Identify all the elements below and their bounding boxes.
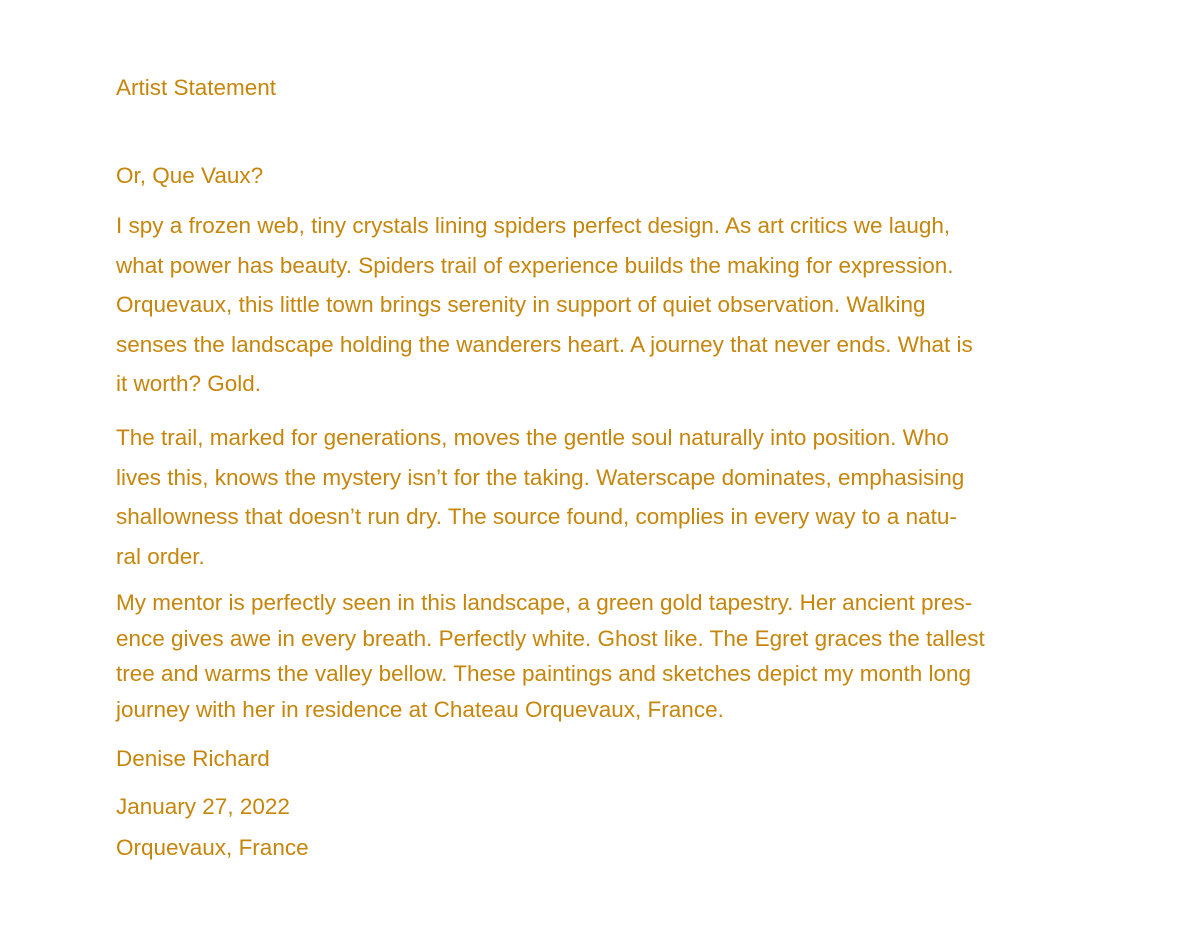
paragraph-line: The trail, marked for generations, moves the gentle soul naturally into position. Who <box>116 424 949 450</box>
document-body <box>116 72 1076 863</box>
paragraph-1 <box>116 206 1076 404</box>
paragraph-line: My mentor is perfectly seen in this landscape, a green gold tapestry. Her ancient pres- <box>116 590 973 616</box>
paragraph-line: journey with her in residence at Chateau Orquevaux, France. <box>116 696 724 722</box>
paragraph-3 <box>116 585 1076 727</box>
paragraph-line: I spy a frozen web, tiny crystals lining spiders perfect design. As art critics we laugh, <box>116 213 951 238</box>
paragraph-line: tree and warms the valley bellow. These paintings and sketches depict my month long <box>116 661 972 687</box>
paragraph-line: lives this, knows the mystery isn’t for the taking. Waterscape dominates, emphasising <box>116 464 965 490</box>
paragraph-line: shallowness that doesn’t run dry. The source found, complies in every way to a natu- <box>116 504 957 530</box>
signature-name: Denise Richard <box>116 746 270 772</box>
paragraph-line: what power has beauty. Spiders trail of experience builds the making for expression. <box>116 252 954 278</box>
paragraph-line: ence gives awe in every breath. Perfectly white. Ghost like. The Egret graces the tallest <box>116 625 985 651</box>
paragraph-line: Orquevaux, this little town brings serenity in support of quiet observation. Walking <box>116 292 926 318</box>
signature-place: Orquevaux, France <box>116 835 309 861</box>
document-subtitle: Or, Que Vaux? <box>116 163 264 188</box>
document-title: Artist Statement <box>116 75 277 100</box>
paragraph-2 <box>116 418 1076 576</box>
paragraph-line: it worth? Gold. <box>116 371 262 397</box>
signature-date: January 27, 2022 <box>116 794 290 820</box>
paragraph-line: senses the landscape holding the wanderers heart. A journey that never ends. What is <box>116 331 973 357</box>
paragraph-line: ral order. <box>116 543 205 569</box>
